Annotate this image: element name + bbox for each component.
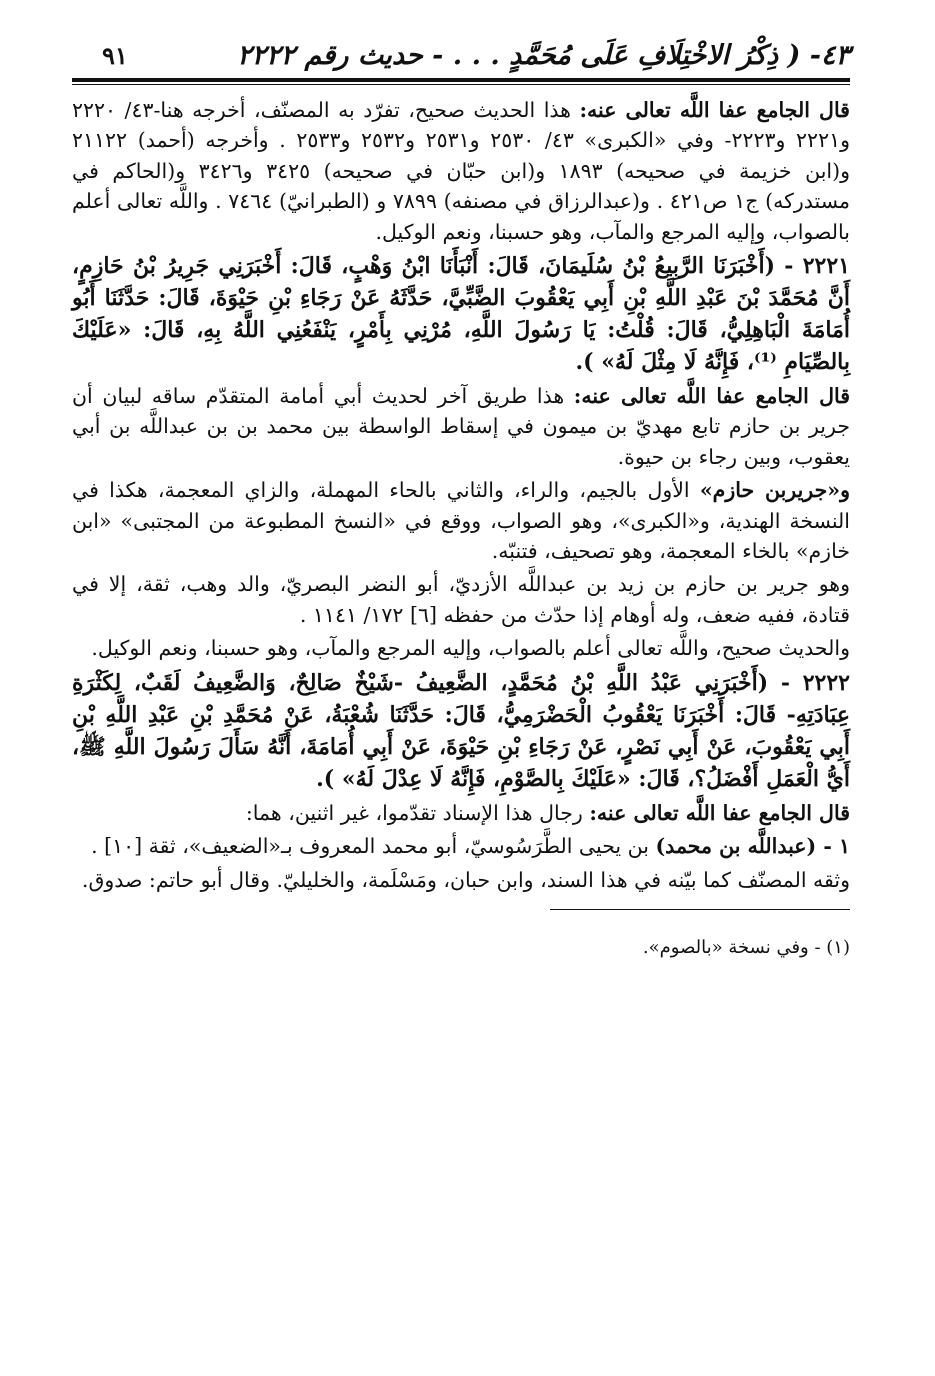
commentary-paragraph: والحديث صحيح، واللَّه تعالى أعلم بالصواب، وإليه المرجع والمآب، وهو حسبنا، ونعم الوكيل. — [91, 636, 850, 661]
page-number: ٩١ — [102, 41, 128, 70]
commentary-paragraph: قال الجامع عفا اللَّه تعالى عنه: هذا طريق آخر لحديث أبي أمامة المتقدّم ساقه لبيان أن جرير بن حازم تابع مهديّ بن ميمون في إسقاط الواسطة بين محمد بن بن عبداللَّه بن أبي يعقوب، وبين رجاء بن حيوة. — [72, 384, 851, 469]
hadith-2222: ٢٢٢٢ - (أَخْبَرَنِي عَبْدُ اللَّهِ بْنُ مُحَمَّدٍ، الضَّعِيفُ -شَيْخٌ صَالِحٌ، وَالضَّعِيفُ لَقَبٌ، لِكَثْرَةِ عِبَادَتِهِ- قَالَ: أَخْبَرَنَا يَعْقُوبُ الْحَضْرَمِيُّ، قَالَ: حَدَّثَنَا شُعْبَةُ، عَنْ مُحَمَّدِ بْنِ عَبْدِ اللَّهِ بْنِ أَبِي يَعْقُوبَ، عَنْ أَبِي نَصْرٍ، عَنْ رَجَاءِ بْنِ حَيْوَةَ، عَنْ أَبِي أُمَامَةَ، أَنَّهُ سَأَلَ رَسُولَ اللَّهِ ﷺ، أَيُّ الْعَمَلِ أَفْضَلُ؟، قَالَ: «عَلَيْكَ بِالصَّوْمِ، فَإِنَّهُ لَا عِدْلَ لَهُ» ). — [72, 669, 850, 792]
footnote-rule — [550, 909, 850, 911]
commentary-paragraph: قال الجامع عفا اللَّه تعالى عنه: هذا الحديث صحيح، تفرّد به المصنّف، أخرجه هنا-٤٣/ ٢٢٢٠ و٢٢٢١ و٢٢٢٣- وفي «الكبرى» ٤٣/ ٢٥٣٠ و٢٥٣١ و٢٥٣٢ و٢٥٣٣ . وأخرجه (أحمد) ٢١١٢٢ و(ابن خزيمة في صحيحه) ١٨٩٣ و(ابن حبّان في صحيحه) ٣٤٢٥ و٣٤٢٦ و(الحاكم في مستدركه) ج١ ص٤٢١ . و(عبدالرزاق في مصنفه) ٧٨٩٩ و (الطبرانيّ) ٧٤٦٤ . واللَّه تعالى أعلم بالصواب، وإليه المرجع والمآب، وهو حسبنا، ونعم الوكيل. — [72, 98, 850, 244]
page-body — [72, 95, 850, 895]
running-header — [72, 40, 850, 72]
commentary-paragraph: و«جريربن حازم» الأول بالجيم، والراء، والثاني بالحاء المهملة، والزاي المعجمة، هكذا في النسخة الهندية، و«الكبرى»، وهو الصواب، ووقع في «النسخ المطبوعة من المجتبى» «ابن خازم» بالخاء المعجمة، وهو تصحيف، فتنبّه. — [72, 478, 850, 564]
hadith-2221: ٢٢٢١ - (أَخْبَرَنَا الرَّبِيعُ بْنُ سُلَيمَانَ، قَالَ: أَنْبَأَنَا ابْنُ وَهْبٍ، قَالَ: أَخْبَرَنِي جَرِيرُ بْنُ حَازِمٍ، أَنَّ مُحَمَّدَ بْنَ عَبْدِ اللَّهِ بْنِ أَبِي يَعْقُوبَ الضَّبِّيَّ، حَدَّثَهُ عَنْ رَجَاءِ بْنِ حَيْوَةَ، قَالَ: حَدَّثَنَا أَبُو أُمَامَةَ الْبَاهِلِيُّ، قَالَ: قُلْتُ: يَا رَسُولَ اللَّهِ، مُرْنِي بِأَمْرٍ، يَنْفَعُنِي اللَّهُ بِهِ، قَالَ: «عَلَيْكَ بِالصِّيَامِ ⁽¹⁾، فَإِنَّهُ لَا مِثْلَ لَهُ» ). — [72, 253, 850, 376]
commentary-paragraph: وهو جرير بن حازم بن زيد بن عبداللَّه الأزديّ، أبو النضر البصريّ، والد وهب، ثقة، إلا في قتادة، ففيه ضعف، وله أوهام إذا حدّث من حفظه [٦] ١٧٢/ ١١٤١ . — [72, 572, 850, 627]
commentary-paragraph: قال الجامع عفا اللَّه تعالى عنه: رجال هذا الإسناد تقدّموا، غير اثنين، هما: — [245, 800, 850, 825]
footnote: (١) - وفي نسخة «بالصوم». — [642, 937, 850, 959]
narrator-entry: ١ - (عبداللَّه بن محمد) بن يحيى الطَّرَسُوسيّ، أبو محمد المعروف بـ«الضعيف»، ثقة [١٠] . — [91, 834, 850, 859]
header-title: ٤٣- ( ذِكْرُ الاخْتِلَافِ عَلَى مُحَمَّدٍ . . . - حديث رقم ٢٢٢٢ — [237, 40, 850, 71]
header-rule — [72, 78, 850, 85]
commentary-paragraph: وثقه المصنّف كما بيّنه في هذا السند، وابن حبان، ومَسْلَمة، والخليليّ. وقال أبو حاتم: صدوق. — [81, 867, 850, 892]
